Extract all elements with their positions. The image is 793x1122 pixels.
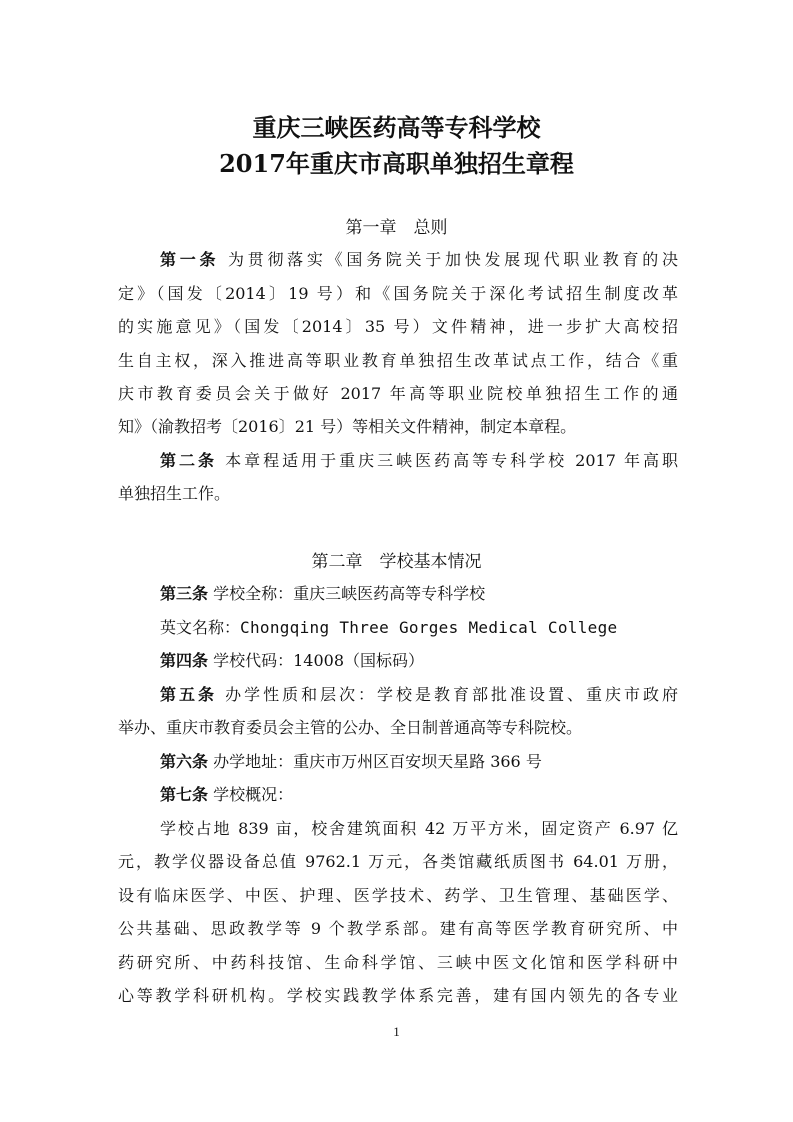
article1-text: 为贯彻落实《国务院关于加快发展现代职业教育的决	[228, 250, 678, 269]
article1-line5: 庆市教育委员会关于做好 2017 年高等职业院校单独招生工作的通	[118, 384, 678, 403]
article7-text: 学校概况：	[213, 785, 294, 804]
article3-text: 学校全称：重庆三峡医药高等专科学校	[213, 584, 486, 603]
article3-label: 第三条	[160, 584, 209, 603]
article6-label: 第六条	[160, 752, 209, 771]
chapter2-heading: 第二章 学校基本情况	[311, 552, 482, 572]
article7-para-line4: 公共基础、思政教学等 9 个教学系部。建有高等医学教育研究所、中	[118, 919, 678, 938]
chapter1-heading: 第一章 总则	[345, 218, 448, 238]
article3-line	[160, 581, 678, 604]
article2-label: 第二条	[160, 451, 217, 470]
article5-text: 办学性质和层次：学校是教育部批准设置、重庆市政府	[225, 685, 678, 704]
article1-label: 第一条	[160, 250, 220, 269]
document-title-line2: 2017年重庆市高职单独招生章程	[219, 149, 574, 178]
article2-text: 本章程适用于重庆三峡医药高等专科学校 2017 年高职	[225, 451, 678, 470]
article7-para-line1: 学校占地 839 亩，校舍建筑面积 42 万平方米，固定资产 6.97 亿	[160, 819, 678, 838]
article1-line3: 的实施意见》（国发〔2014〕35 号）文件精神，进一步扩大高校招	[118, 317, 678, 336]
article1-line1	[160, 247, 678, 270]
article6-line	[160, 749, 678, 772]
article1-line4: 生自主权，深入推进高等职业教育单独招生改革试点工作，结合《重	[118, 351, 678, 370]
english-name-value: Chongqing Three Gorges Medical College	[240, 618, 618, 637]
article7-line	[160, 782, 678, 805]
article2-line2: 单独招生工作。	[118, 484, 231, 503]
article7-para-line6: 心等教学科研机构。学校实践教学体系完善，建有国内领先的各专业	[118, 986, 678, 1005]
article4-line	[160, 648, 678, 671]
article4-label: 第四条	[160, 651, 209, 670]
page-number: 1	[393, 1024, 400, 1039]
article5-line2: 举办、重庆市教育委员会主管的公办、全日制普通高等专科院校。	[118, 718, 583, 737]
article7-para-line2: 元，教学仪器设备总值 9762.1 万元，各类馆藏纸质图书 64.01 万册，	[118, 852, 678, 871]
article7-label: 第七条	[160, 785, 209, 804]
english-name-label: 英文名称：	[160, 618, 241, 637]
document-title-line1: 重庆三峡医药高等专科学校	[252, 113, 541, 142]
article7-para-line5: 药研究所、中药科技馆、生命科学馆、三峡中医文化馆和医学科研中	[118, 953, 678, 972]
article1-line2: 定》（国发〔2014〕19 号）和《国务院关于深化考试招生制度改革	[118, 284, 678, 303]
article2-line1	[160, 448, 678, 471]
article5-line1	[160, 682, 678, 705]
english-name-line	[160, 615, 678, 638]
article6-text: 办学地址：重庆市万州区百安坝天星路 366 号	[213, 752, 542, 771]
article7-para-line3: 设有临床医学、中医、护理、医学技术、药学、卫生管理、基础医学、	[118, 886, 678, 905]
article1-line6: 知》（渝教招考〔2016〕21 号）等相关文件精神，制定本章程。	[118, 417, 577, 436]
article5-label: 第五条	[160, 685, 217, 704]
article4-text: 学校代码：14008（国标码）	[213, 651, 425, 670]
